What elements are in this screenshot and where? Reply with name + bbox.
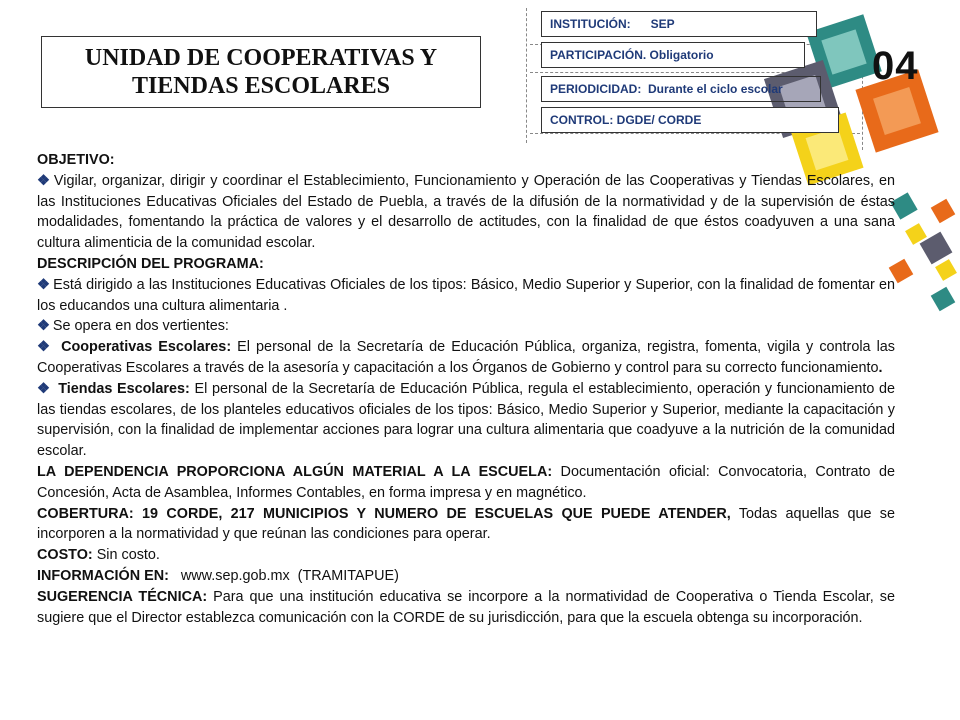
- sugerencia-text: Para que una institución educativa se incorpore a la normatividad de Cooperativa o Tienda Escolar, se sugiere que el Director establezca comunicación con la CORDE de su jurisdicción, para que la escuela obtenga su incorporación.: [37, 588, 895, 626]
- small-squares-cluster: [889, 192, 957, 311]
- material-heading: LA DEPENDENCIA PROPORCIONA ALGÚN MATERIAL A LA ESCUELA:: [37, 463, 553, 480]
- institucion-box: [541, 11, 817, 37]
- participacion-box: [541, 42, 805, 68]
- page-title: [41, 36, 481, 108]
- informacion-paragraph: [37, 566, 895, 587]
- cooperativas-paragraph: [37, 337, 895, 379]
- cooperativas-label: Cooperativas Escolares:: [61, 339, 232, 356]
- diamond-bullet-icon: ❖: [37, 276, 51, 293]
- diamond-bullet-icon: ❖: [37, 339, 52, 356]
- descripcion-item-1: [37, 275, 895, 317]
- sugerencia-heading: SUGERENCIA TÉCNICA:: [37, 588, 208, 605]
- informacion-link[interactable]: www.sep.gob.mx (TRAMITAPUE): [168, 567, 399, 584]
- diamond-bullet-icon: ❖: [37, 318, 50, 335]
- costo-text: Sin costo.: [92, 547, 160, 564]
- periodicidad-text: PERIODICIDAD: Durante el ciclo escolar: [550, 82, 783, 96]
- dashed-divider-left: [526, 8, 527, 143]
- sugerencia-paragraph: [37, 587, 895, 629]
- material-text: Documentación oficial: Convocatoria, Contrato de Concesión, Acta de Asamblea, Informes Contables, en forma impresa y en magnético.: [37, 463, 895, 501]
- informacion-heading: INFORMACIÓN EN:: [37, 567, 169, 584]
- tiendas-paragraph: [37, 379, 895, 462]
- title-line-1: UNIDAD DE COOPERATIVAS Y: [84, 45, 438, 71]
- material-paragraph: [37, 462, 895, 504]
- institucion-text: INSTITUCIÓN: SEP: [550, 17, 675, 31]
- objetivo-heading: OBJETIVO:: [37, 152, 115, 168]
- small-square-7: [931, 287, 956, 312]
- cooperativas-text: El personal de la Secretaría de Educación Pública, organiza, registra, fomenta, vigila y controla las Cooperativas Escolares a través de la asesoría y capacitación a los Órganos de Gobierno y control para su correcto funcionamiento: [37, 339, 895, 376]
- costo-paragraph: [37, 545, 895, 566]
- control-text: CONTROL: DGDE/ CORDE: [550, 113, 702, 127]
- descripcion-item-2: [37, 316, 895, 337]
- periodicidad-box: [541, 76, 821, 102]
- title-line-2: TIENDAS ESCOLARES: [131, 73, 391, 99]
- objetivo-text: Vigilar, organizar, dirigir y coordinar el Establecimiento, Funcionamiento y Operación de las Cooperativas y Tiendas Escolares, en las Instituciones Educativas Oficiales del Estado de Puebla, a través de la difusión de la normatividad y de la supervisión de éstas modalidades, fomentando la práctica de valores y el desarrollo de actitudes, con la finalidad de que éstos coadyuven a una sana cultura alimenticia de la comunidad escolar.: [37, 172, 896, 252]
- small-square-2: [931, 199, 956, 224]
- descripcion-heading: DESCRIPCIÓN DEL PROGRAMA:: [37, 255, 264, 272]
- small-square-6: [935, 259, 957, 281]
- cobertura-text: Todas aquellas que se incorporen a la normatividad y que reúnan las condiciones para operar.: [37, 505, 895, 543]
- objetivo-paragraph: [37, 171, 895, 254]
- tiendas-text: El personal de la Secretaría de Educación Pública, regula el establecimiento, operación y funcionamiento de las tiendas escolares, de los planteles educativos oficiales de los tipos: Básico, Medio Superior y Superior, mediante la capacitación y supervisión, con la finalidad de implementar acciones para lograr una cultura alimentaria que coadyuve a la nutrición de la comunidad escolar.: [37, 380, 896, 460]
- participacion-text: PARTICIPACIÓN. Obligatorio: [550, 48, 714, 62]
- control-box: [541, 107, 839, 133]
- cobertura-heading: COBERTURA: 19 CORDE, 217 MUNICIPIOS Y NUMERO DE ESCUELAS QUE PUEDE ATENDER,: [37, 505, 731, 522]
- tiendas-label: Tiendas Escolares:: [58, 380, 190, 397]
- descripcion-item-2-text: Se opera en dos vertientes:: [52, 318, 229, 335]
- diamond-bullet-icon: ❖: [37, 380, 51, 397]
- descripcion-item-1-text: Está dirigido a las Instituciones Educativas Oficiales de los tipos: Básico, Medio Superior y Superior, con la finalidad de fomentar en los educandos una cultura alimentaria .: [37, 276, 895, 314]
- cooperativas-end: .: [878, 359, 883, 376]
- diamond-bullet-icon: ❖: [37, 172, 51, 189]
- costo-heading: COSTO:: [37, 547, 93, 564]
- cobertura-paragraph: [37, 504, 895, 546]
- section-number: 04: [872, 44, 919, 88]
- document-body: [37, 150, 895, 628]
